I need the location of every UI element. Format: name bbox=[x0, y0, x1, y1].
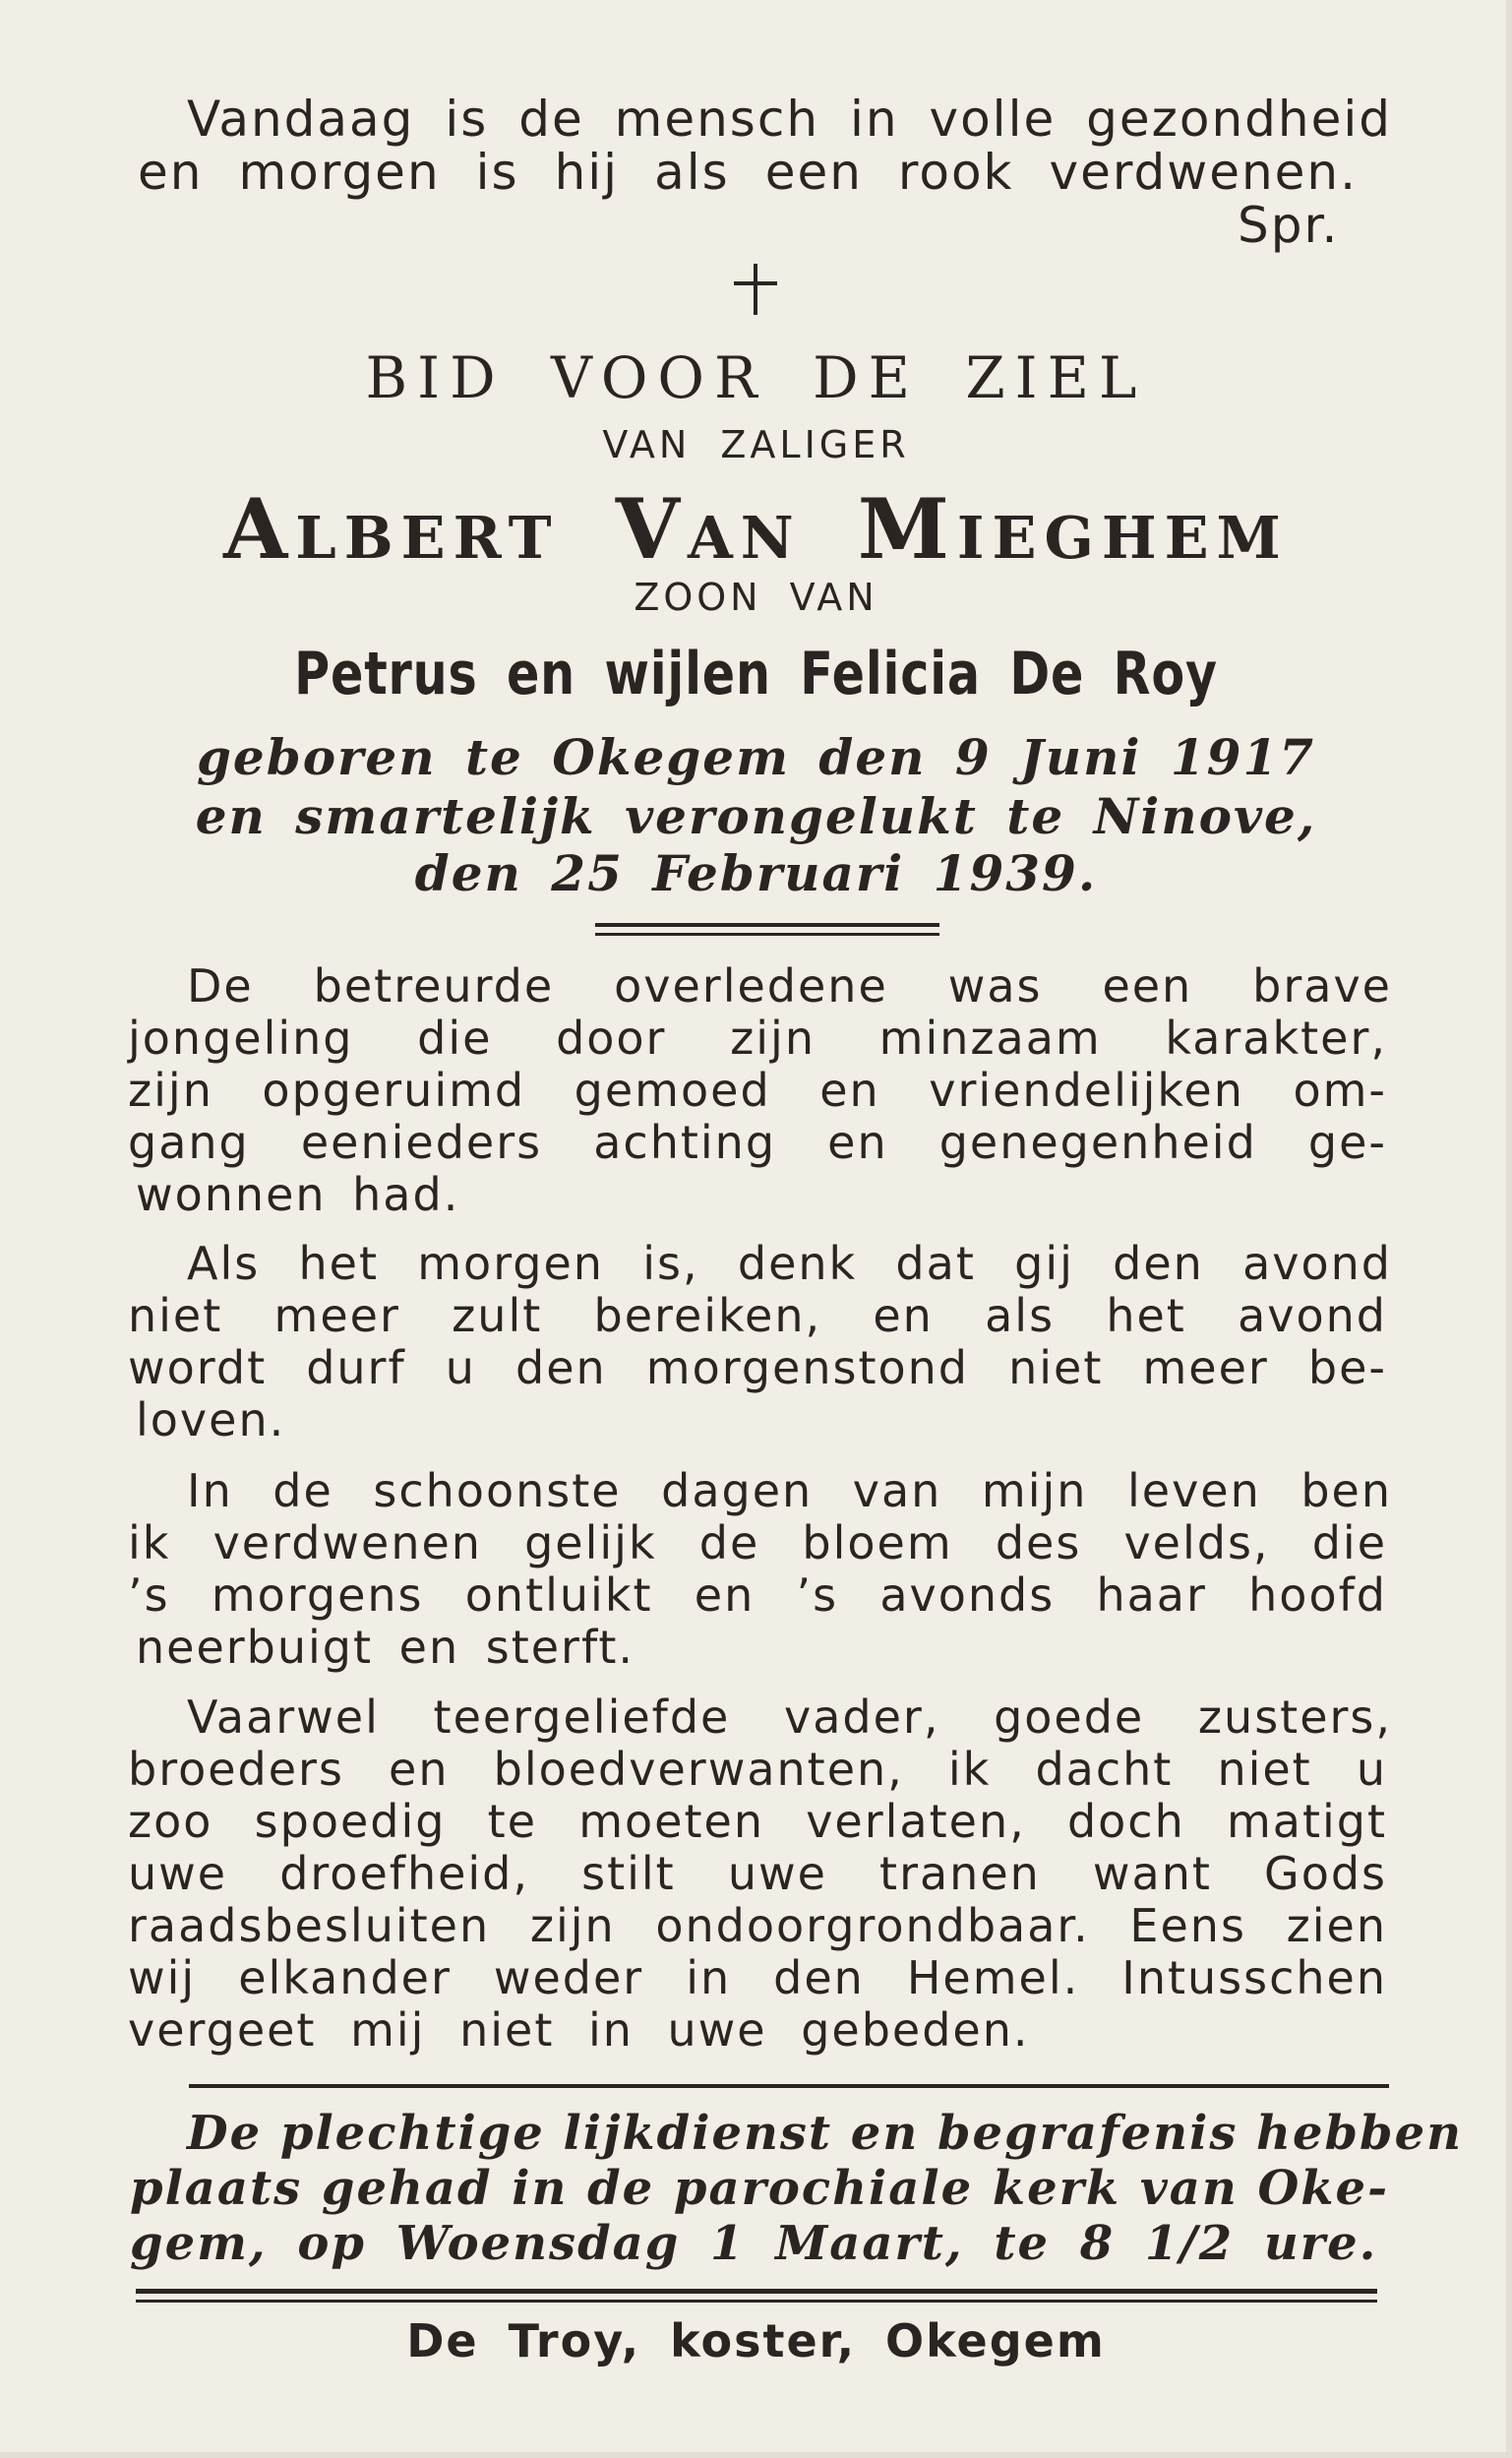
birth-line: geboren te Okegem den 9 Juni 1917 bbox=[196, 728, 1316, 786]
paragraph-4-line-2: broeders en bloedverwanten, ik dacht niet u bbox=[128, 1743, 1387, 1796]
divider-short-top bbox=[595, 923, 939, 927]
paragraph-2-line-1: Als het morgen is, denk dat gij den avond bbox=[187, 1237, 1392, 1290]
paragraph-1-line-3: zijn opgeruimd gemoed en vriendelijken om- bbox=[128, 1064, 1387, 1117]
paragraph-4-line-3: zoo spoedig te moeten verlaten, doch matigt bbox=[128, 1795, 1387, 1848]
paragraph-1-line-5: wonnen had. bbox=[136, 1168, 460, 1221]
divider-bottom-top bbox=[136, 2289, 1377, 2294]
paragraph-2-line-3: wordt durf u den morgenstond niet meer be- bbox=[128, 1341, 1387, 1394]
divider-short-bottom bbox=[595, 933, 939, 936]
parents-line: Petrus en wijlen Felicia De Roy bbox=[294, 640, 1218, 708]
funeral-notice-line-1: De plechtige lijkdienst en begrafenis hebben bbox=[187, 2106, 1464, 2161]
motto-line-1: Vandaag is de mensch in volle gezondheid bbox=[187, 91, 1392, 148]
paragraph-3-line-2: ik verdwenen gelijk de bloem des velds, die bbox=[128, 1516, 1387, 1569]
paragraph-4-line-6: wij elkander weder in den Hemel. Intusschen bbox=[128, 1951, 1387, 2004]
paragraph-3-line-3: ’s morgens ontluikt en ’s avonds haar hoofd bbox=[128, 1568, 1387, 1622]
paragraph-4-line-7: vergeet mij niet in uwe gebeden. bbox=[128, 2003, 1030, 2057]
motto-line-2: en morgen is hij als een rook verdwenen. bbox=[138, 144, 1358, 201]
paragraph-4-line-5: raadsbesluiten zijn ondoorgrondbaar. Eens zien bbox=[128, 1899, 1387, 1952]
death-line: en smartelijk verongelukt te Ninove, bbox=[195, 787, 1317, 845]
printer-credit: De Troy, koster, Okegem bbox=[406, 2314, 1106, 2367]
paragraph-1-line-4: gang eenieders achting en genegenheid ge- bbox=[128, 1116, 1387, 1169]
funeral-notice-line-2: plaats gehad in de parochiale kerk van Oke- bbox=[130, 2161, 1389, 2216]
paragraph-3-line-1: In de schoonste dagen van mijn leven ben bbox=[187, 1464, 1392, 1517]
paragraph-2-line-2: niet meer zult bereiken, en als het avond bbox=[128, 1289, 1387, 1342]
paragraph-4-line-4: uwe droefheid, stilt uwe tranen want Gods bbox=[128, 1847, 1387, 1900]
paragraph-3-line-4: neerbuigt en sterft. bbox=[136, 1621, 635, 1674]
paragraph-1-line-1: De betreurde overledene was een brave bbox=[187, 959, 1392, 1013]
van-zaliger-label: VAN ZALIGER bbox=[602, 423, 910, 466]
paragraph-2-line-4: loven. bbox=[136, 1393, 286, 1446]
death-date-line: den 25 Februari 1939. bbox=[414, 844, 1098, 902]
paragraph-4-line-1: Vaarwel teergeliefde vader, goede zusters, bbox=[187, 1690, 1392, 1744]
zoon-van-label: ZOON VAN bbox=[634, 576, 878, 619]
prayer-request-heading: BID VOOR DE ZIEL bbox=[365, 344, 1147, 411]
deceased-name: Albert Van Mieghem bbox=[223, 480, 1289, 578]
divider-bottom-bottom bbox=[136, 2300, 1377, 2303]
divider-funeral-top bbox=[189, 2084, 1389, 2088]
funeral-notice-line-3: gem, op Woensdag 1 Maart, te 8 1/2 ure. bbox=[130, 2216, 1378, 2271]
motto-source: Spr. bbox=[1238, 197, 1340, 254]
paragraph-1-line-2: jongeling die door zijn minzaam karakter, bbox=[128, 1012, 1387, 1065]
